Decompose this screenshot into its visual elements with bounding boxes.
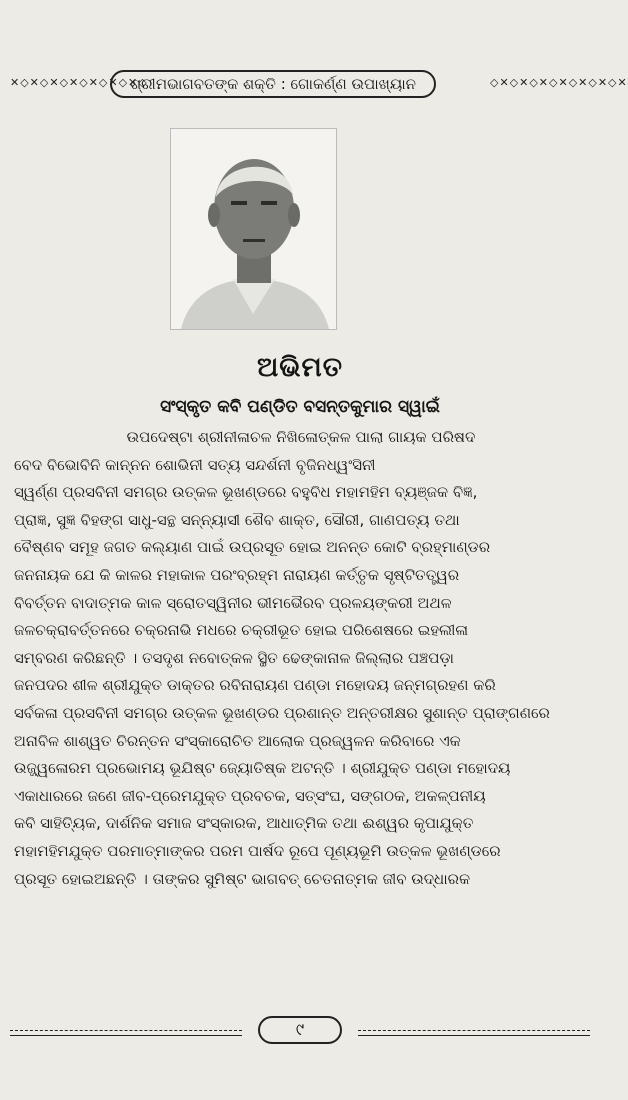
body-line: ପ୍ରାଜ୍ଞ, ସୁଜ୍ଞ ବିହଙ୍ଗ ସାଧୁ-ସନ୍ଥ ସନ୍ନ୍ୟାସୀ ଶୈବ ଶାକ୍ତ, ସୌରୀ, ଗାଣପତ୍ୟ ତଥା xyxy=(14,510,460,529)
body-line: ସ୍ୱର୍ଣ୍ଣ ପ୍ରସବିନୀ ସମଗ୍ର ଉତ୍କଳ ଭୂଖଣ୍ଡରେ ବହୁବିଧ ମହାମହିମ ବ୍ୟଞ୍ଜକ ବିଜ୍ଞ, xyxy=(14,483,478,502)
body-line: ସମ୍ବରଣ କରିଛନ୍ତି । ତସଦୃଶ ନବୋତ୍କଳ ସ୍ଥିତ ଢେଙ୍କାନାଳ ଜିଲ୍ଲାର ପଞ୍ଚପଡ଼ା xyxy=(14,648,454,667)
page-number: ୯ xyxy=(258,1016,342,1044)
portrait-image xyxy=(171,129,336,329)
body-line: ଉଜ୍ଜ୍ୱଳୋରମ ପ୍ରଭୋମୟ ଭୂଯିଷ୍ଟ ଜ୍ୟୋତିଷ୍କ ଅଟନ୍ତି । ଶ୍ରୀଯୁକ୍ତ ପଣ୍ଡା ମହୋଦୟ xyxy=(14,759,511,778)
footer-chain-rule-right xyxy=(358,1030,590,1036)
body-text xyxy=(14,424,588,893)
page-header xyxy=(10,64,628,108)
body-line: ବିବର୍ତ୍ତନ ବାଦାତ୍ମକ କାଳ ସ୍ରୋତସ୍ୱିନୀର ଭୀମଭୈରବ ପ୍ରଳୟଙ୍କରୀ ଅଥଳ xyxy=(14,593,452,612)
body-line: ଉପଦେଷ୍ଟା ଶ୍ରୀନୀଳାଚଳ ନିଖିଳୋତ୍କଳ ପାଲା ଗାୟକ ପରିଷଦ xyxy=(126,428,476,446)
footer-chain-rule-left xyxy=(10,1030,242,1036)
header-ornament-right: ◇✕◇✕◇✕◇✕◇✕◇✕◇✕ xyxy=(490,76,628,89)
body-line: ଜନନାୟକ ଯେ କି କାଳର ମହାକାଳ ପରଂବ୍ରହ୍ମ ନାରାୟଣ କର୍ତ୍ତୃକ ସୃଷ୍ଟିତତ୍ତ୍ୱର xyxy=(14,565,460,584)
body-line: ବୈଷ୍ଣବ ସମୂହ ଜଗତ କଲ୍ୟାଣ ପାଇଁ ଉପ୍ରସୂତ ହୋଇ ଅନନ୍ତ କୋଟି ବ୍ରହ୍ମାଣ୍ଡର xyxy=(14,538,491,557)
body-line: କବି ସାହିତ୍ୟିକ, ଦାର୍ଶନିକ ସମାଜ ସଂସ୍କାରକ, ଆଧାତ୍ମିକ ତଥା ଈଶ୍ୱର କୃପାଯୁକ୍ତ xyxy=(14,814,474,833)
body-line: ଏକାଧାରରେ ଜଣେ ଜୀବ-ପ୍ରେମଯୁକ୍ତ ପ୍ରବଚକ, ସତ୍‌ସଂଘ, ସଙ୍ଗଠକ, ଅକଳ୍ପନୀୟ xyxy=(14,786,486,805)
running-header-title: ଶ୍ରୀମଭାଗବତଙ୍କ ଶକ୍ତି : ଗୋକର୍ଣ୍ଣ ଉପାଖ୍ୟାନ xyxy=(110,70,436,98)
header-ornament-left: ✕◇✕◇✕◇✕◇✕◇✕◇✕◇ xyxy=(10,76,148,89)
body-line: ପ୍ରସୂତ ହୋଇଅଛନ୍ତି । ତାଙ୍କର ସୁମିଷ୍ଟ ଭାଗବତ୍ ଚେତନାତ୍ମକ ଜୀବ ଉଦ୍ଧାରକ xyxy=(14,869,471,888)
section-heading: ଅଭିମତ xyxy=(257,352,343,383)
body-line: ସର୍ବକଳା ପ୍ରସବିନୀ ସମଗ୍ର ଉତ୍କଳ ଭୂଖଣ୍ଡର ପ୍ରଶାନ୍ତ ଅନ୍ତରୀକ୍ଷର ସୁଶାନ୍ତ ପ୍ରାଙ୍ଗଣରେ xyxy=(14,703,550,722)
body-line: ବେଦ ବିଭୋବିନି କାନ୍ନନ ଶୋଭିନୀ ସତ୍ୟ ସନ୍ଦର୍ଶନୀ ବୃଜିନଧ୍ୱଂସିନୀ xyxy=(14,455,376,474)
author-portrait xyxy=(170,128,337,330)
body-line: ଜନପଦର ଶୀଳ ଶ୍ରୀଯୁକ୍ତ ଡାକ୍ତର ରବିନାରାୟଣ ପଣ୍ଡା ମହୋଦୟ ଜନ୍ମଗ୍ରହଣ କରି xyxy=(14,676,496,695)
page-footer xyxy=(10,1016,590,1046)
body-line: ମହାମହିମଯୁକ୍ତ ପରମାତ୍ମାଙ୍କର ପରମ ପାର୍ଷଦ ରୂପେ ପୂଣ୍ୟଭୂମି ଉତ୍କଳ ଭୂଖଣ୍ଡରେ xyxy=(14,841,501,860)
author-byline: ସଂସ୍କୃତ କବି ପଣ୍ଡିତ ବସନ୍ତକୁମାର ସ୍ୱାଇଁ xyxy=(160,397,440,417)
body-line: ଅନାବିଳ ଶାଶ୍ୱତ ଚିରନ୍ତନ ସଂସ୍କାରୋଚିତ ଆଲୋକ ପ୍ରଜ୍ୱଳନ କରିବାରେ ଏକ xyxy=(14,731,461,750)
body-line: ଜଳଚକ୍ରାବର୍ତ୍ତନରେ ଚକ୍ରନାଭି ମଧରେ ଚକ୍ରୀଭୂତ ହୋଇ ପରିଶେଷରେ ଇହଲୀଳା xyxy=(14,621,469,640)
